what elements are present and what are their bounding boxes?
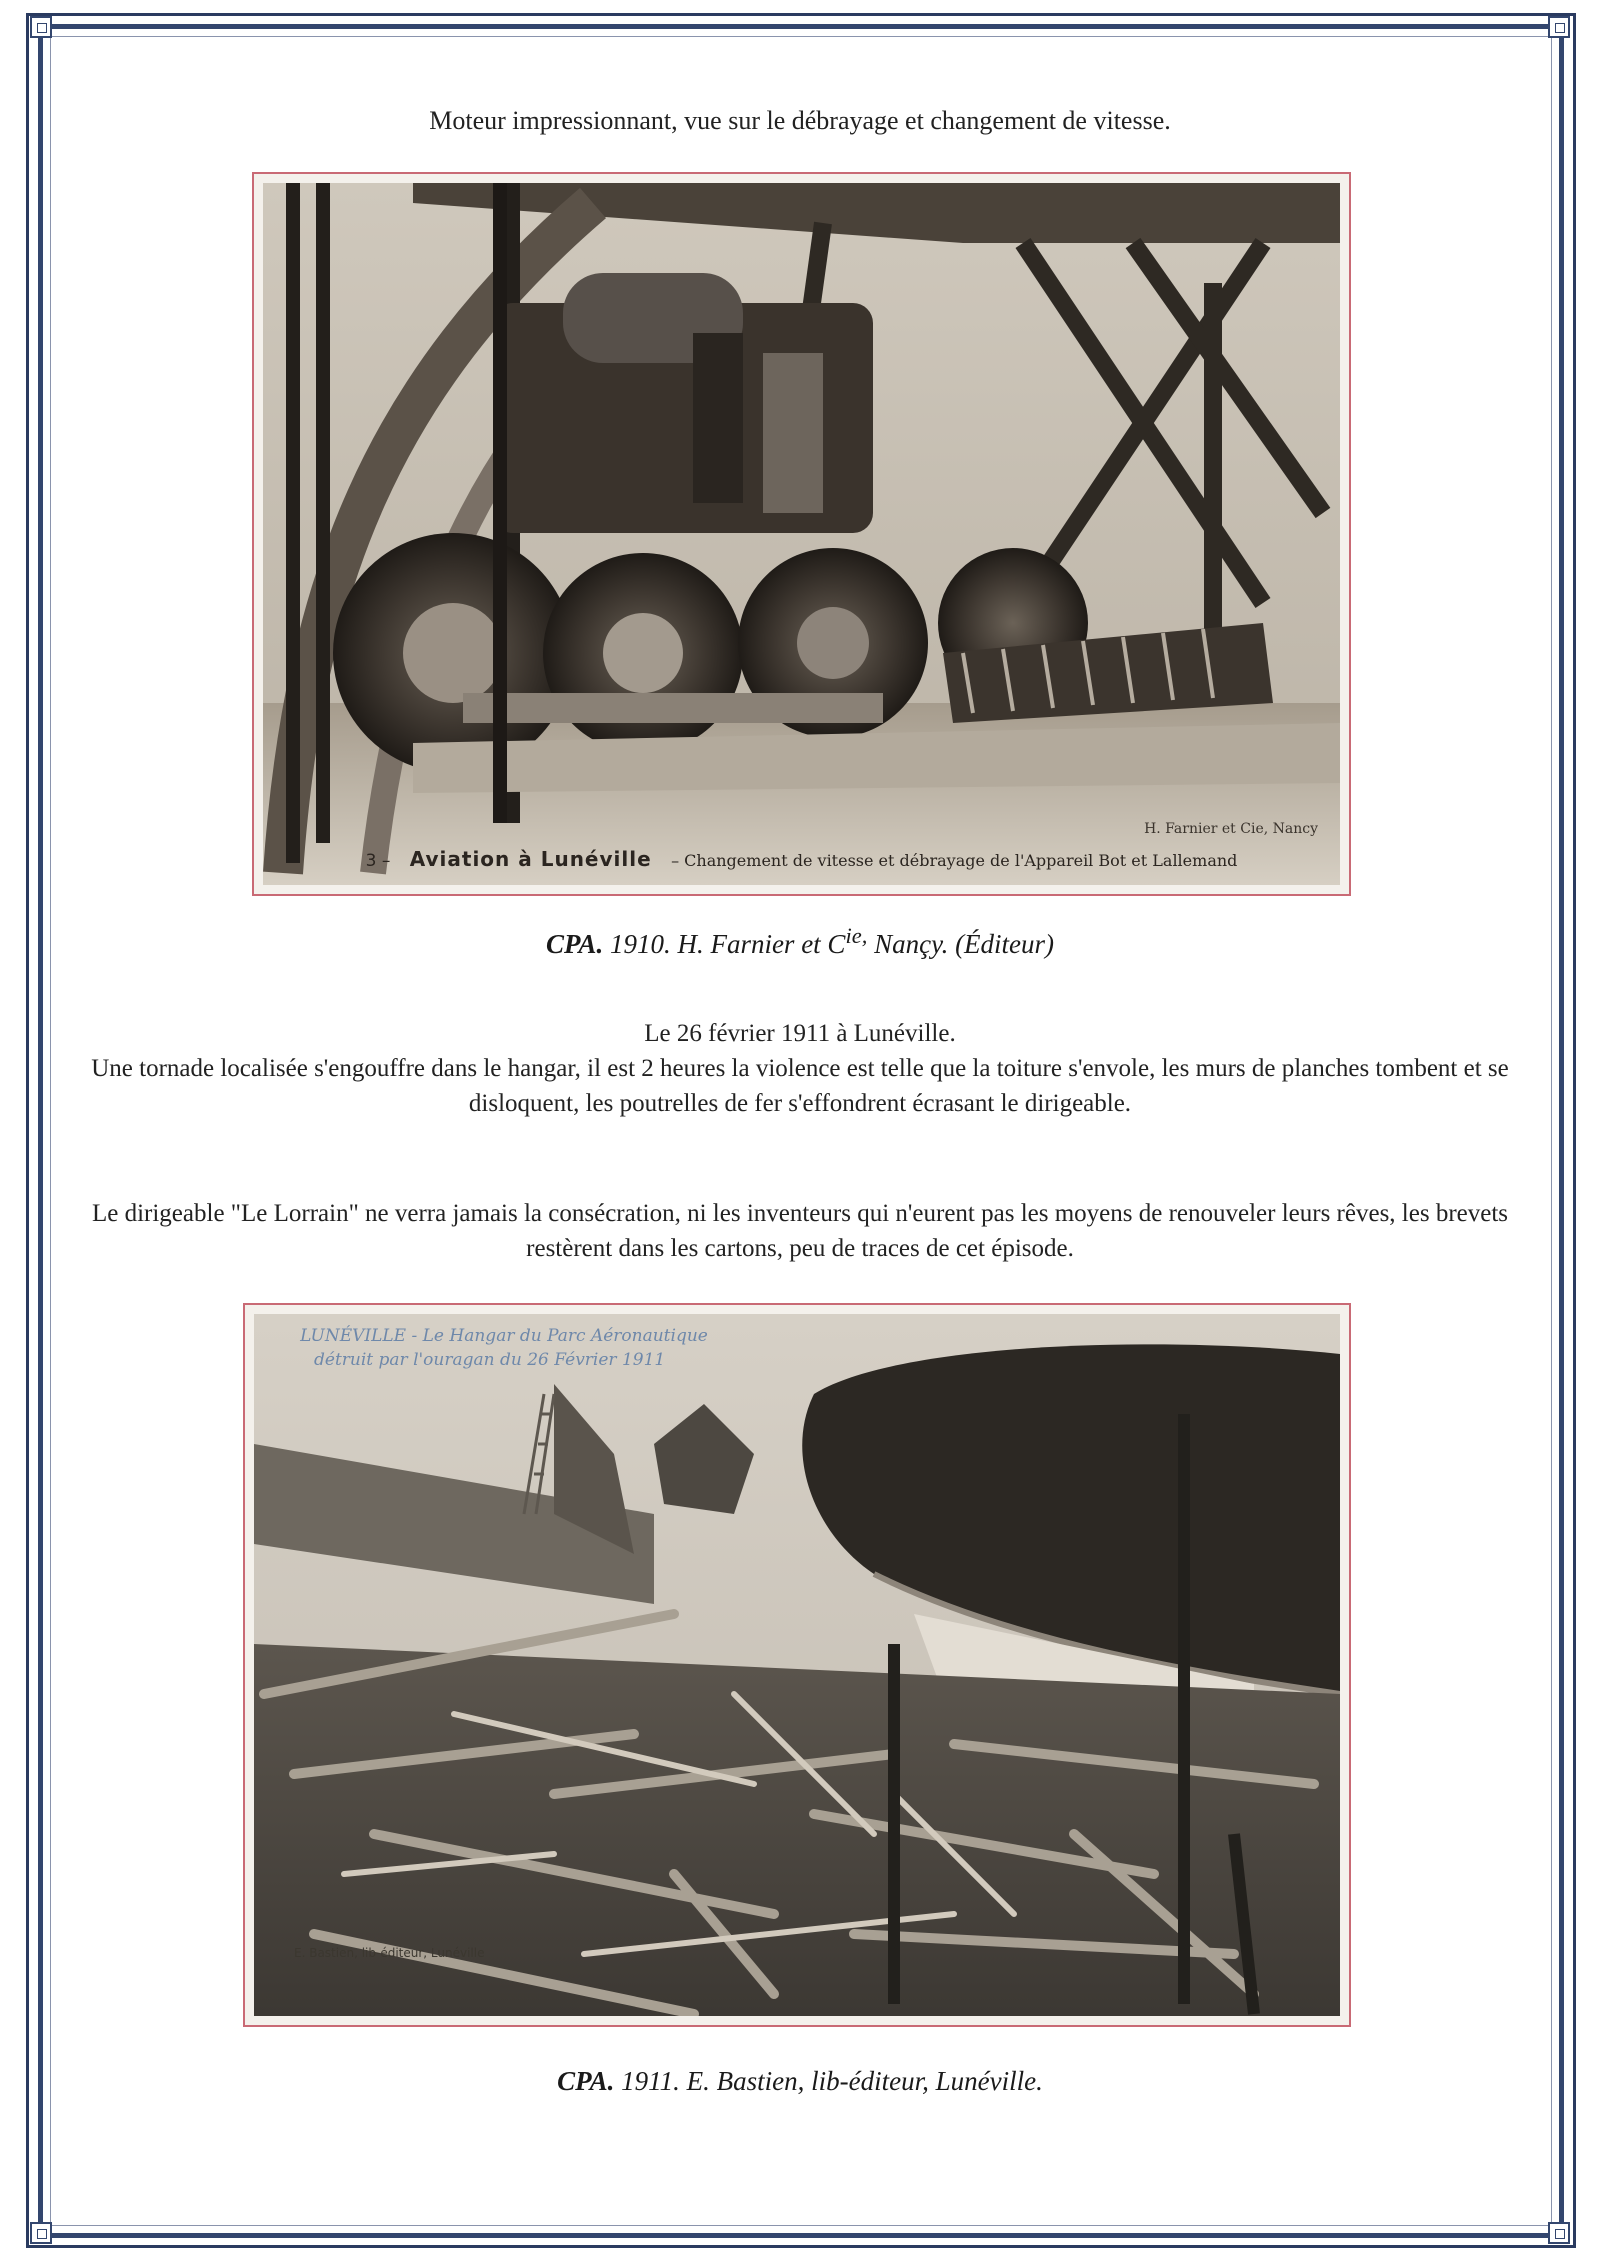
paragraph-tornado: Une tornade localisée s'engouffre dans le hangar, il est 2 heures la violence est telle que la toiture s'envole, les murs de planches tombent et se disloquent, les poutrelles de fer s'effondrent écrasant le dirigeable. bbox=[91, 1055, 1509, 1117]
engine-photo-illustration bbox=[263, 183, 1340, 885]
caption-prefix: CPA. bbox=[545, 929, 604, 959]
postcard-title-line bbox=[263, 847, 1340, 871]
postcard-imprint: E. Bastien, lib-éditeur, Lunéville bbox=[294, 1946, 485, 1960]
postcard-legend-line-2: détruit par l'ouragan du 26 Février 1911 bbox=[314, 1350, 666, 1370]
caption-suffix: Nançy. (Éditeur) bbox=[867, 929, 1055, 959]
frame-corner-ornament bbox=[1548, 16, 1570, 38]
postcard-engine-photo[interactable] bbox=[263, 183, 1340, 885]
postcard-place: Aviation à Lunéville bbox=[409, 847, 652, 871]
postcard-hangar-photo[interactable] bbox=[254, 1314, 1340, 2016]
postcard-number: 3 – bbox=[365, 851, 391, 871]
caption-postcard-1 bbox=[70, 923, 1530, 960]
postcard-legend-line-1: LUNÉVILLE - Le Hangar du Parc Aéronautique bbox=[300, 1326, 708, 1346]
paragraph-date: Le 26 février 1911 à Lunéville. bbox=[644, 1020, 956, 1047]
frame-corner-ornament bbox=[1548, 2222, 1570, 2244]
intro-text: Moteur impressionnant, vue sur le débrayage et changement de vitesse. bbox=[429, 106, 1171, 135]
postcard-mount-hangar bbox=[243, 1303, 1351, 2027]
postcard-mount-engine bbox=[252, 172, 1351, 896]
caption-postcard-2 bbox=[70, 2066, 1530, 2097]
postcard-description: – Changement de vitesse et débrayage de l'Appareil Bot et Lallemand bbox=[671, 851, 1238, 870]
hangar-photo-illustration bbox=[254, 1314, 1340, 2016]
caption-superscript: ie, bbox=[845, 923, 868, 948]
caption-prefix: CPA. bbox=[557, 2066, 615, 2096]
frame-corner-ornament bbox=[30, 2222, 52, 2244]
caption-text: 1910. H. Farnier et C bbox=[603, 929, 846, 959]
postcard-publisher: H. Farnier et Cie, Nancy bbox=[1144, 821, 1318, 837]
caption-text: 1911. E. Bastien, lib-éditeur, Lunéville. bbox=[614, 2066, 1043, 2096]
paragraph-lorrain: Le dirigeable "Le Lorrain" ne verra jamais la consécration, ni les inventeurs qui n'eurent pas les moyens de renouveler leurs rêves, les brevets restèrent dans les cartons, peu de traces de cet épisode. bbox=[91, 1200, 1509, 1262]
frame-corner-ornament bbox=[30, 16, 52, 38]
postcard-legend bbox=[274, 1324, 734, 1372]
